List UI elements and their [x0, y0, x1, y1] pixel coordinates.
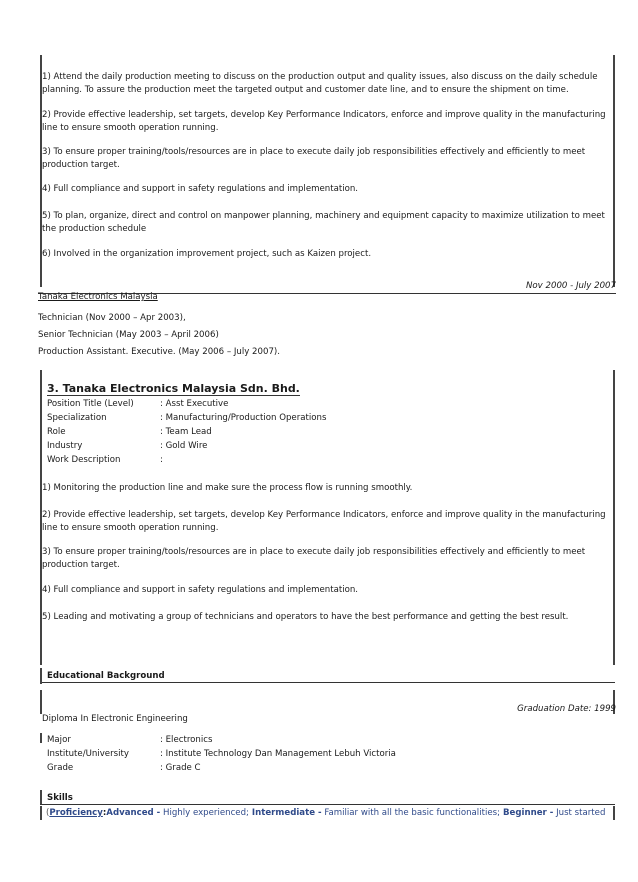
proficiency-legend: [46, 808, 605, 818]
job2-field-key: Industry: [47, 441, 83, 451]
education-field-key: Institute/University: [47, 749, 129, 759]
education-left-border-2: [40, 690, 42, 714]
education-field-value: : Electronics: [160, 735, 213, 745]
intermediate-label: Intermediate -: [248, 808, 322, 818]
job1-position-1: Technician (Nov 2000 – Apr 2003),: [38, 313, 186, 323]
job2-field-value: : Team Lead: [160, 427, 212, 437]
job2-heading-text: 3. Tanaka Electronics Malaysia Sdn. Bhd.: [47, 382, 300, 395]
beginner-label: Beginner -: [500, 808, 554, 818]
education-heading-rule: [40, 682, 615, 683]
job1-position-2: Senior Technician (May 2003 – April 2006): [38, 330, 219, 340]
job2-field-value: : Manufacturing/Production Operations: [160, 413, 327, 423]
skills-left-border-2: [40, 806, 42, 820]
skills-heading-rule: [40, 804, 615, 805]
job1-duty-6: 6) Involved in the organization improvement project, such as Kaizen project.: [42, 249, 372, 259]
proficiency-open-paren: (: [46, 808, 50, 818]
job1-duty-3: 3) To ensure proper training/tools/resources are in place to execute daily job responsibilities effectively and efficiently to meet production target.: [42, 147, 586, 170]
job2-field-key: Specialization: [47, 413, 107, 423]
intermediate-text: Familiar with all the basic functionalities;: [321, 808, 501, 818]
proficiency-colon: :: [102, 808, 107, 818]
job2-field-value: :: [160, 455, 163, 465]
qualification: Diploma In Electronic Engineering: [42, 714, 188, 724]
job1-duty-2: 2) Provide effective leadership, set targets, develop Key Performance Indicators, enforce and improve quality in the manufacturing line to ensure smooth operation running.: [42, 110, 606, 133]
skills-heading: Skills: [47, 793, 73, 803]
skills-right-border: [613, 806, 615, 820]
job2-field-value: : Gold Wire: [160, 441, 208, 451]
job1-company: Tanaka Electronics Malaysia: [38, 292, 158, 302]
job2-field-value: : Asst Executive: [160, 399, 229, 409]
advanced-text: Highly experienced;: [160, 808, 249, 818]
job1-date-range: Nov 2000 - July 2007: [526, 281, 616, 291]
job1-duty-1: 1) Attend the daily production meeting to discuss on the production output and quality issues, also discuss on the daily schedule planning. To assure the production meet the targeted output and customer date line, and to ensure the shipment on time.: [42, 72, 598, 95]
job2-field-key: Position Title (Level): [47, 399, 134, 409]
education-field-key: Major: [47, 735, 71, 745]
proficiency-label: Proficiency: [49, 808, 103, 818]
job1-duty-4: 4) Full compliance and support in safety regulations and implementation.: [42, 184, 359, 194]
job2-duty-5: 5) Leading and motivating a group of technicians and operators to have the best performance and getting the best result.: [42, 612, 569, 622]
job1-duty-5: 5) To plan, organize, direct and control on manpower planning, machinery and equipment capacity to maximize utilization to meet the production schedule: [42, 211, 605, 234]
job2-duty-2: 2) Provide effective leadership, set targets, develop Key Performance Indicators, enforce and improve quality in the manufacturing line to ensure smooth operation running.: [42, 510, 606, 533]
education-field-value: : Institute Technology Dan Management Lebuh Victoria: [160, 749, 396, 759]
job2-duty-4: 4) Full compliance and support in safety regulations and implementation.: [42, 585, 359, 595]
education-field-value: : Grade C: [160, 763, 201, 773]
graduation-date: Graduation Date: 1999: [517, 704, 616, 714]
job2-duty-3: 3) To ensure proper training/tools/resources are in place to execute daily job responsibilities effectively and efficiently to meet production target.: [42, 547, 586, 570]
job2-duty-1: 1) Monitoring the production line and make sure the process flow is running smoothly.: [42, 483, 413, 493]
advanced-label: Advanced -: [106, 808, 161, 818]
education-heading: Educational Background: [47, 671, 165, 681]
job2-field-key: Role: [47, 427, 66, 437]
education-left-border: [40, 668, 42, 684]
job1-position-3: Production Assistant. Executive. (May 2006 – July 2007).: [38, 347, 280, 357]
education-field-key: Grade: [47, 763, 74, 773]
beginner-text: Just started: [553, 808, 606, 818]
skills-left-border: [40, 790, 42, 804]
job2-field-key: Work Description: [47, 455, 121, 465]
job2-company-heading: [47, 382, 300, 395]
education-fields-border: [40, 733, 42, 743]
